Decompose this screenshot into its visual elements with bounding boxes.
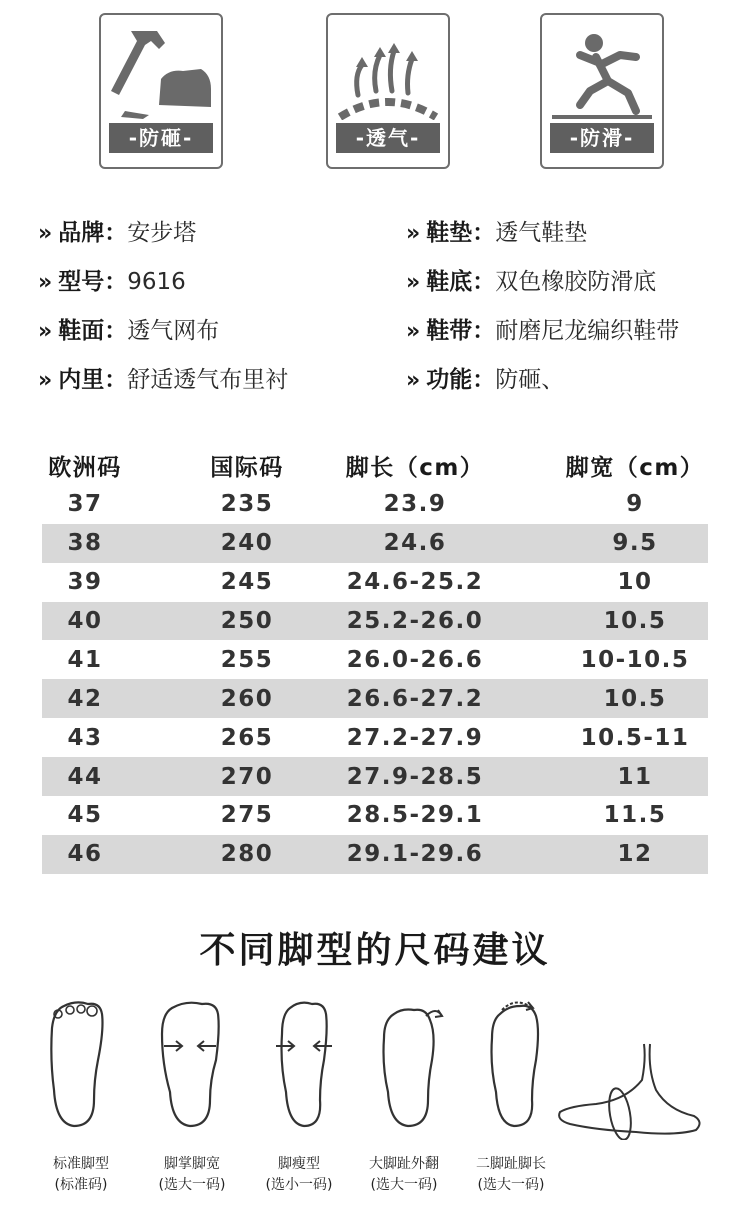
cell-foot-width: 10-10.5 — [580, 646, 690, 673]
spec-insole — [406, 213, 587, 253]
spec-key: 型号： — [58, 269, 128, 295]
cell-eu-size: 44 — [67, 763, 103, 790]
spec-key: 鞋面： — [58, 318, 128, 344]
feature-label: -防滑- — [550, 123, 654, 153]
header-foot-width: 脚宽（cm） — [565, 454, 705, 481]
foot-caption-slim — [244, 1154, 354, 1196]
spec-value: 舒适透气布里衬 — [127, 367, 289, 393]
table-row — [42, 835, 708, 874]
foot-caption-second-toe — [456, 1154, 566, 1196]
spec-key: 鞋带： — [426, 318, 496, 344]
table-row — [42, 718, 708, 757]
cell-foot-length: 25.2-26.0 — [346, 608, 484, 634]
spec-key: 品牌： — [58, 220, 128, 246]
cell-foot-width: 10 — [617, 569, 653, 596]
foot-type-advice: (标准码) — [54, 1177, 108, 1193]
spec-sole — [406, 262, 656, 302]
spec-model — [38, 262, 186, 302]
cell-eu-size: 40 — [67, 608, 103, 634]
feature-card-anti-slip — [540, 13, 664, 169]
table-row — [42, 640, 708, 679]
table-row — [42, 524, 708, 563]
spec-brand — [38, 213, 196, 253]
slim-foot-icon — [272, 1000, 336, 1132]
cell-intl-size: 235 — [220, 491, 274, 518]
breathable-arrows-icon — [336, 25, 440, 120]
foot-caption-standard — [26, 1154, 136, 1196]
chevron-double-icon: » — [406, 368, 421, 393]
cell-foot-length: 28.5-29.1 — [346, 802, 484, 829]
chevron-double-icon: » — [406, 270, 421, 295]
cell-foot-width: 10.5-11 — [580, 724, 690, 751]
cell-foot-length: 29.1-29.6 — [346, 841, 484, 868]
cell-foot-length: 23.9 — [383, 491, 447, 518]
cell-eu-size: 46 — [67, 841, 103, 868]
cell-eu-size: 43 — [67, 724, 103, 751]
cell-foot-length: 27.2-27.9 — [346, 724, 484, 751]
long-second-toe-icon — [486, 1000, 546, 1132]
spec-value: 防砸、 — [495, 367, 565, 393]
wide-forefoot-icon — [158, 1000, 222, 1132]
cell-foot-length: 26.0-26.6 — [346, 646, 484, 673]
table-row — [42, 485, 708, 524]
foot-type-advice: (选大一码) — [370, 1177, 438, 1193]
spec-value: 透气网布 — [127, 318, 220, 344]
cell-intl-size: 245 — [220, 569, 274, 596]
cell-foot-width: 10.5 — [603, 685, 667, 712]
chevron-double-icon: » — [406, 319, 421, 344]
spec-key: 内里： — [58, 367, 128, 393]
cell-foot-length: 24.6-25.2 — [346, 569, 484, 596]
table-row — [42, 602, 708, 641]
cell-intl-size: 280 — [220, 841, 274, 868]
foot-type-advice: (选大一码) — [477, 1177, 545, 1193]
spec-value: 耐磨尼龙编织鞋带 — [495, 318, 680, 344]
spec-key: 鞋垫： — [426, 220, 496, 246]
feature-label: -透气- — [336, 123, 440, 153]
cell-foot-length: 26.6-27.2 — [346, 685, 484, 712]
cell-eu-size: 37 — [67, 491, 103, 518]
foot-type-name: 标准脚型 — [53, 1156, 109, 1172]
chevron-double-icon: » — [38, 368, 53, 393]
cell-foot-width: 9 — [626, 491, 644, 518]
cell-foot-width: 9.5 — [612, 530, 658, 557]
standard-foot-icon — [44, 1000, 108, 1132]
cell-eu-size: 41 — [67, 646, 103, 673]
spec-value: 透气鞋垫 — [495, 220, 588, 246]
cell-intl-size: 270 — [220, 763, 274, 790]
chevron-double-icon: » — [38, 221, 53, 246]
chevron-double-icon: » — [38, 270, 53, 295]
spec-value: 双色橡胶防滑底 — [495, 269, 657, 295]
foot-caption-bunion — [349, 1154, 459, 1196]
size-table-header — [42, 446, 708, 485]
cell-intl-size: 265 — [220, 724, 274, 751]
chevron-double-icon: » — [406, 221, 421, 246]
foot-type-name: 大脚趾外翻 — [369, 1156, 439, 1172]
table-row — [42, 679, 708, 718]
chevron-double-icon: » — [38, 319, 53, 344]
cell-foot-width: 11.5 — [603, 802, 667, 829]
spec-key: 功能： — [426, 367, 496, 393]
feature-label: -防砸- — [109, 123, 213, 153]
size-table — [42, 446, 708, 874]
spec-upper — [38, 311, 219, 351]
spec-value: 安步塔 — [127, 220, 197, 246]
bunion-foot-icon — [378, 1000, 448, 1132]
foot-side-measure-icon — [556, 1040, 706, 1140]
table-row — [42, 563, 708, 602]
spec-lining — [38, 360, 288, 400]
cell-intl-size: 240 — [220, 530, 274, 557]
slipping-person-icon — [550, 25, 654, 120]
table-row — [42, 757, 708, 796]
foot-type-name: 脚掌脚宽 — [164, 1156, 220, 1172]
feature-cards — [0, 13, 750, 171]
cell-intl-size: 275 — [220, 802, 274, 829]
cell-intl-size: 255 — [220, 646, 274, 673]
cell-intl-size: 250 — [220, 608, 274, 634]
spec-laces — [406, 311, 679, 351]
foot-type-name: 二脚趾脚长 — [476, 1156, 546, 1172]
spec-value: 9616 — [127, 269, 186, 295]
cell-eu-size: 42 — [67, 685, 103, 712]
feature-card-breathable — [326, 13, 450, 169]
header-eu-size: 欧洲码 — [48, 454, 122, 481]
header-intl-size: 国际码 — [210, 454, 284, 481]
hammer-shoe-icon — [109, 25, 213, 120]
header-foot-length: 脚长（cm） — [345, 454, 485, 481]
spec-function — [406, 360, 564, 400]
cell-foot-width: 12 — [617, 841, 653, 868]
table-row — [42, 796, 708, 835]
foot-type-name: 脚瘦型 — [278, 1156, 320, 1172]
cell-foot-width: 10.5 — [603, 608, 667, 634]
size-table-body — [42, 485, 708, 874]
foot-caption-wide — [137, 1154, 247, 1196]
cell-eu-size: 45 — [67, 802, 103, 829]
foot-type-advice: (选大一码) — [158, 1177, 226, 1193]
cell-foot-length: 24.6 — [383, 530, 447, 557]
advice-title: 不同脚型的尺码建议 — [199, 930, 551, 971]
cell-intl-size: 260 — [220, 685, 274, 712]
feature-card-anti-smash — [99, 13, 223, 169]
cell-eu-size: 38 — [67, 530, 103, 557]
foot-type-advice: (选小一码) — [265, 1177, 333, 1193]
spec-key: 鞋底： — [426, 269, 496, 295]
cell-eu-size: 39 — [67, 569, 103, 596]
cell-foot-width: 11 — [617, 763, 653, 790]
cell-foot-length: 27.9-28.5 — [346, 763, 484, 790]
